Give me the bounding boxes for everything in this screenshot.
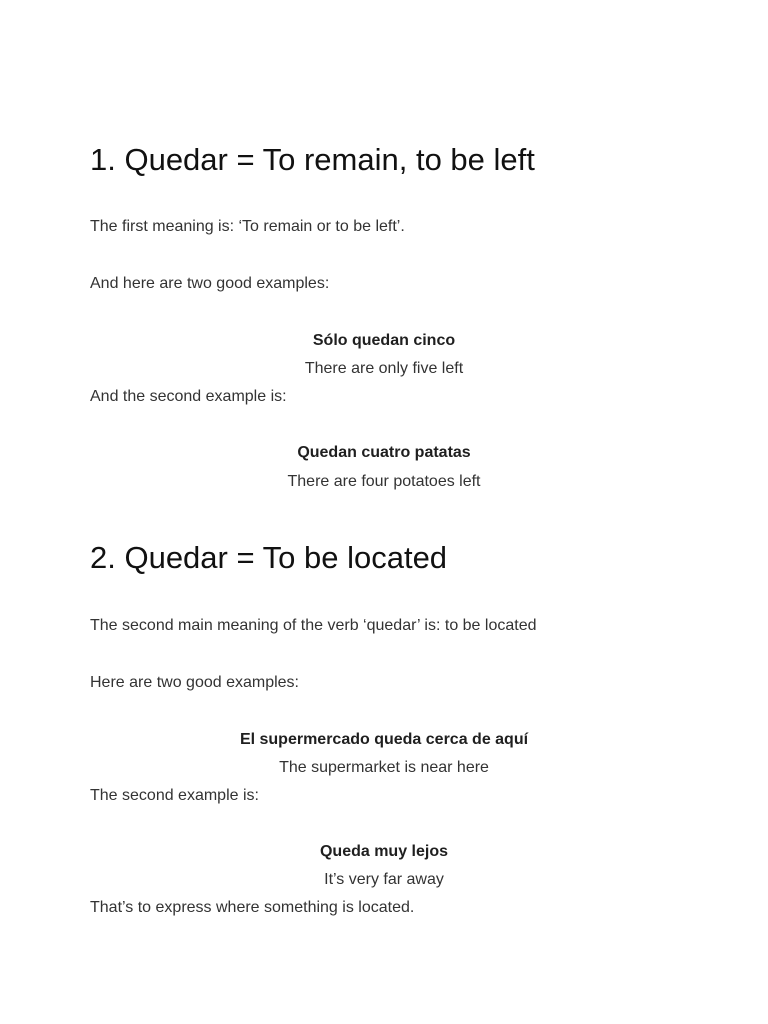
section-1-intro: The first meaning is: ‘To remain or to be left’. — [90, 218, 405, 235]
section-1-example-1-spanish: Sólo quedan cinco — [312, 332, 456, 349]
section-2-intro: The second main meaning of the verb ‘quedar’ is: to be located — [90, 617, 537, 634]
section-2-heading: 2. Quedar = To be located — [90, 540, 448, 575]
section-2-second-intro: The second example is: — [90, 787, 259, 804]
section-2-example-1-english: The supermarket is near here — [279, 759, 489, 776]
section-1-example-2-english: There are four potatoes left — [287, 473, 481, 490]
section-1-examples-intro: And here are two good examples: — [90, 275, 330, 292]
section-2-example-1-spanish: El supermercado queda cerca de aquí — [239, 731, 529, 748]
section-2-closing: That’s to express where something is located. — [90, 899, 415, 916]
section-1-second-intro: And the second example is: — [90, 388, 287, 405]
section-2-example-2-english: It’s very far away — [324, 871, 444, 888]
section-1-heading: 1. Quedar = To remain, to be left — [90, 142, 535, 177]
section-1-example-2-spanish: Quedan cuatro patatas — [297, 444, 471, 461]
section-2-example-2-spanish: Queda muy lejos — [319, 843, 449, 860]
section-2-examples-intro: Here are two good examples: — [90, 674, 299, 691]
section-1-example-1-english: There are only five left — [304, 360, 464, 377]
